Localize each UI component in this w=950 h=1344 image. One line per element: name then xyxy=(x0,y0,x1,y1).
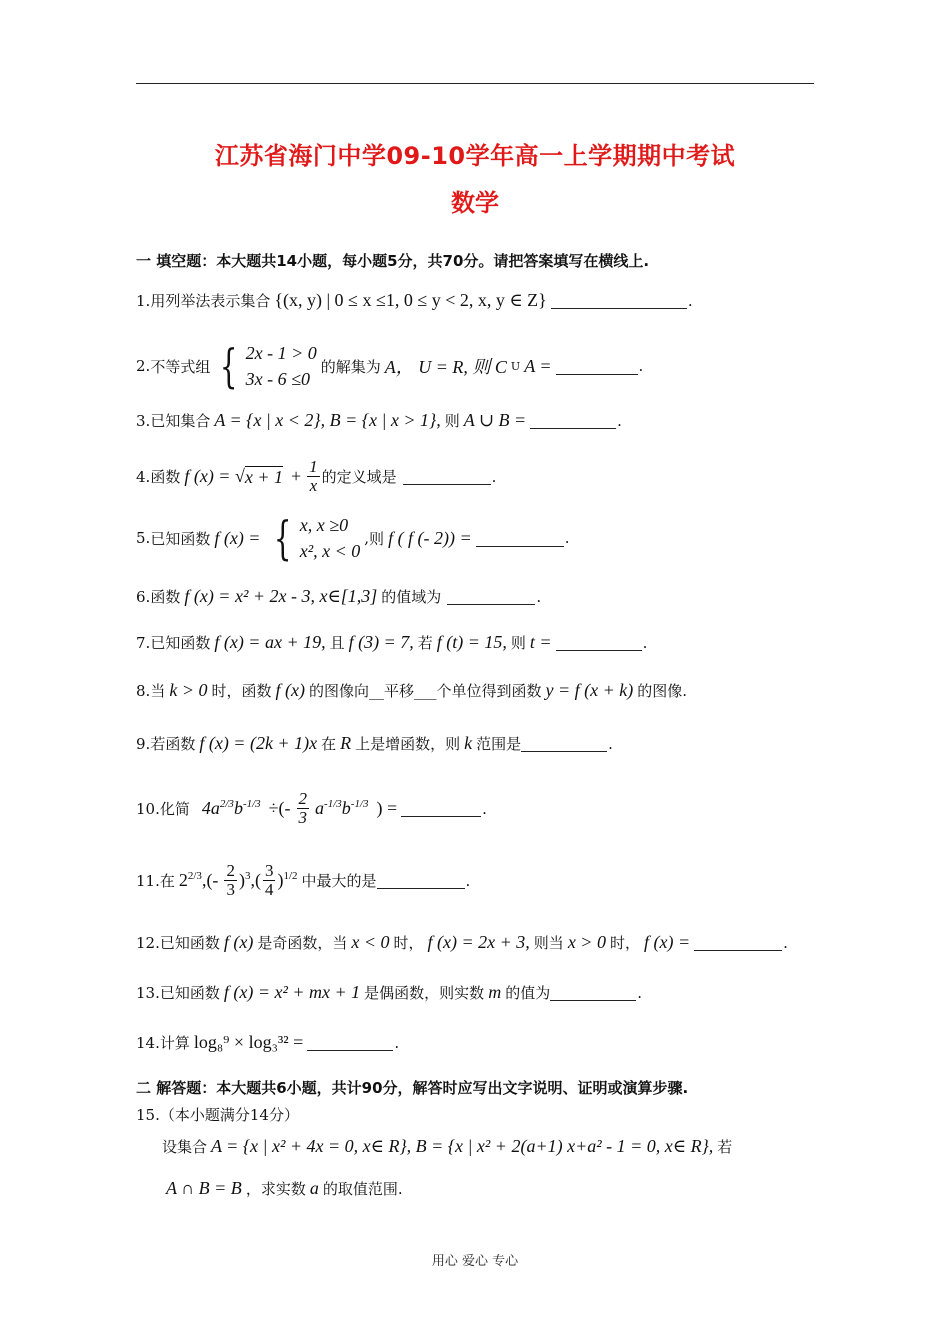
section-heading-1: 一 填空题：本大题共14小题，每小题5分，共70分。请把答案填写在横线上. xyxy=(136,252,650,270)
question-15-label: 15.（本小题满分14分） xyxy=(136,1106,299,1124)
page-footer: 用心 爱心 专心 xyxy=(431,1254,519,1269)
question-6: 6. 函数 f (x) = x² + 2x - 3, x∈[1,3] 的值域为 . xyxy=(136,586,542,606)
question-8: 8. 当 k > 0 时，函数 f (x) 的图像向__平移___个单位得到函数 y = f (x + k) 的图像. xyxy=(136,680,688,700)
answer-blank[interactable] xyxy=(476,530,564,547)
header-rule xyxy=(136,83,814,84)
section-heading-2: 二 解答题：本大题共6小题，共计90分，解答时应写出文字说明、证明或演算步骤. xyxy=(136,1079,689,1097)
answer-blank[interactable] xyxy=(521,735,607,752)
question-4: 4. 函数 f (x) = √ x + 1 + $\frac{1}{x}$ 的定义域是 . xyxy=(136,457,497,495)
answer-blank[interactable] xyxy=(556,634,642,651)
page-subtitle: 数学 xyxy=(451,189,499,217)
answer-blank[interactable] xyxy=(530,412,616,429)
question-15-line-2: A ∩ B = B ，求实数 a 的取值范围. xyxy=(166,1178,403,1198)
question-1: 1. 用列举法表示集合 {(x, y) | 0 ≤ x ≤1, 0 ≤ y < 2, x, y ∈ Z} . xyxy=(136,290,693,310)
question-12: 12. 已知函数 f (x) 是奇函数，当 x < 0 时， f (x) = 2x + 3, 则当 x > 0 时， f (x) = . xyxy=(136,932,788,952)
question-7: 7. 已知函数 f (x) = ax + 19, 且 f (3) = 7, 若 f (t) = 15, 则 t = . xyxy=(136,632,648,652)
question-9: 9. 若函数 f (x) = (2k + 1)x 在 R 上是增函数，则 k 范围是 . xyxy=(136,733,613,753)
question-2: 2. 不等式组 { 2x - 1 > 0 3x - 6 ≤0 的解集为 A， U = R, 则 C U A = . xyxy=(136,339,644,393)
question-3: 3. 已知集合 A = {x | x < 2}, B = {x | x > 1}, 则 A ∪ B = . xyxy=(136,410,622,430)
answer-blank[interactable] xyxy=(403,468,491,485)
question-14: 14. 计算 log₈⁹ × log₃³² = . xyxy=(136,1032,400,1052)
page-title: 江苏省海门中学09-10学年高一上学期期中考试 xyxy=(214,142,736,170)
answer-blank[interactable] xyxy=(556,358,638,375)
question-13: 13. 已知函数 f (x) = x² + mx + 1 是偶函数，则实数 m 的值为 . xyxy=(136,982,642,1002)
answer-blank[interactable] xyxy=(551,292,687,309)
answer-blank[interactable] xyxy=(307,1034,393,1051)
question-10: 10. 化简 $4a^{2/3}b^{-1/3}$ ÷(- $\frac{2}{3}$ $a^{-1/3}b^{-1/3}$ ) = . xyxy=(136,789,487,827)
piecewise-system: { x, x ≥0 x², x < 0 xyxy=(274,511,361,565)
question-15-line-1: 设集合 A = {x | x² + 4x = 0, x∈ R}, B = {x | x² + 2(a+1) x+a² - 1 = 0, x∈ R}, 若 xyxy=(162,1136,733,1156)
question-5: 5. 已知函数 f (x) = { x, x ≥0 x², x < 0 , 则 f ( f (- 2)) = . xyxy=(136,511,570,565)
inequality-system: { 2x - 1 > 0 3x - 6 ≤0 xyxy=(220,339,317,393)
question-11: 11. 在 $2^{2/3},(-$ $\frac{2}{3}$ )$^3$,( $\frac{3}{4}$ )$^{1/2}$ 中最大的是 . xyxy=(136,861,471,899)
answer-blank[interactable] xyxy=(377,872,465,889)
answer-blank[interactable] xyxy=(401,800,481,817)
answer-blank[interactable] xyxy=(550,984,636,1001)
answer-blank[interactable] xyxy=(447,588,535,605)
answer-blank[interactable] xyxy=(694,934,782,951)
